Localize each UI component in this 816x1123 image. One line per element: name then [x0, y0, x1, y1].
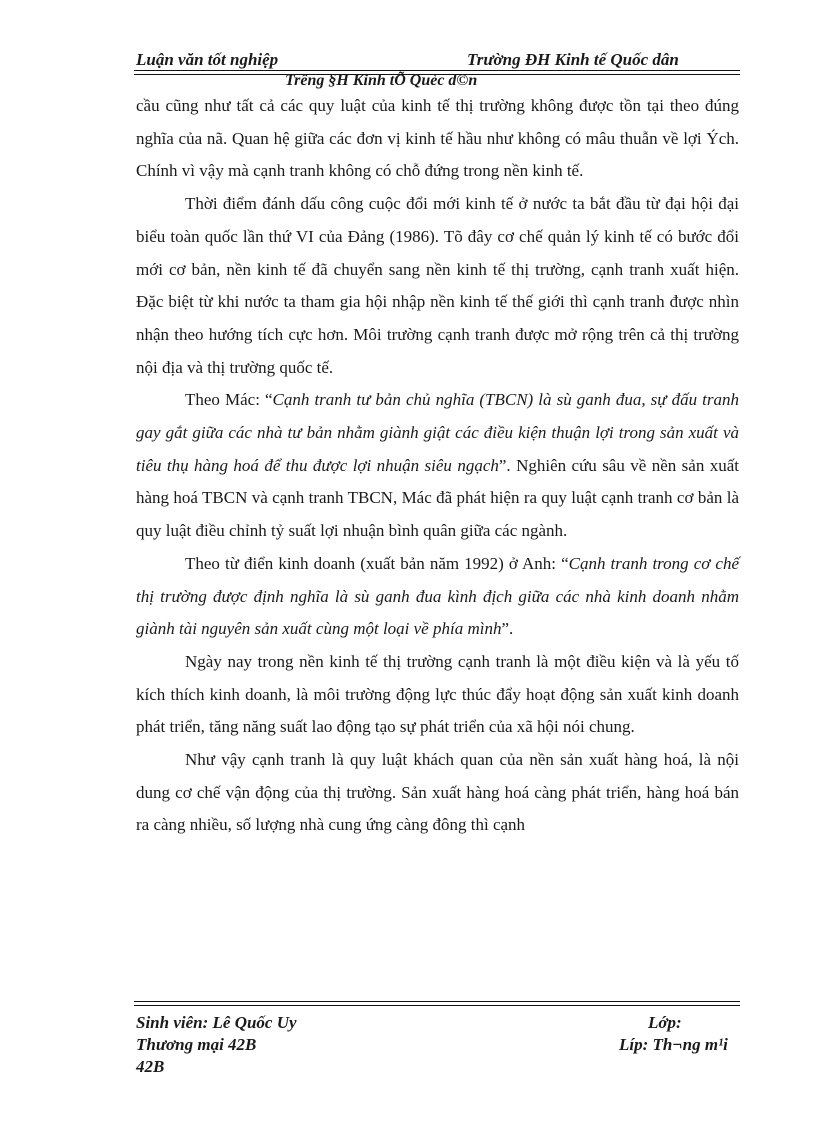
- paragraph-3-rest: ”. Nghiên cứu sâu về nền sản xuất hàng hoá TBCN và cạnh tranh TBCN, Mác đã phát hiện ra quy luật cạnh tranh cơ bản là quy luật điều chỉnh tỷ suất lợi nhuận bình quân giữa các ngành.: [136, 455, 739, 541]
- footer-class-label: Lớp:: [648, 1013, 682, 1032]
- header-university: Trường ĐH Kinh tế Quốc dân: [467, 50, 679, 69]
- paragraph-3-quote: Cạnh tranh tư bản chủ nghĩa (TBCN) là sù ganh đua, sự đấu tranh gay gắt giữa các nhà tư bản nhằm giành giật các điều kiện thuận lợi trong sản xuất và tiêu thụ hàng hoá để thu được lợi nhuận siêu ngạch: [136, 390, 739, 475]
- header-university-encoded: Trêng §H Kinh tÕ Quèc d©n: [285, 72, 478, 89]
- header-thesis-title: Luận văn tốt nghiệp: [136, 50, 279, 69]
- paragraph-5: Ngày nay trong nền kinh tế thị trường cạnh tranh là một điều kiện và là yếu tố kích thích kinh doanh, là môi trường động lực thúc đẩy hoạt động sản xuất kinh doanh phát triển, tăng năng suất lao động tạo sự phát triển của xã hội nói chung.: [136, 651, 739, 737]
- paragraph-4-quote: Cạnh tranh trong cơ chế thị trường được định nghĩa là sù ganh đua kình địch giữa các nhà kinh doanh nhằm giành tài nguyên sản xuất cùng một loại về phía mình: [136, 553, 739, 639]
- footer-rule-top: [134, 1001, 740, 1002]
- footer-class-encoded: Líp: Th¬ng m¹i: [619, 1035, 728, 1054]
- paragraph-1: cầu cũng như tất cả các quy luật của kinh tế thị trường không được tồn tại theo đúng nghĩa của nã. Quan hệ giữa các đơn vị kinh tế hầu như không có mâu thuẫn về lợi Ých. Chính vì vậy mà cạnh tranh không có chỗ đứng trong nền kinh tế.: [136, 96, 739, 181]
- paragraph-4: [136, 548, 739, 646]
- header-rule-top: [134, 70, 740, 71]
- paragraph-4-rest: ”.: [501, 619, 514, 639]
- footer-rule-bottom: [134, 1005, 740, 1006]
- footer-major: Thương mại 42B: [136, 1035, 257, 1054]
- document-body: [136, 90, 739, 842]
- paragraph-3: [136, 384, 739, 548]
- footer-year: 42B: [136, 1057, 165, 1076]
- footer-student: Sinh viên: Lê Quốc Uy: [136, 1013, 297, 1032]
- paragraph-6: Như vậy cạnh tranh là quy luật khách quan của nền sản xuất hàng hoá, là nội dung cơ chế vận động của thị trường. Sản xuất hàng hoá càng phát triển, hàng hoá bán ra càng nhiều, số lượng nhà cung ứng càng đông thì cạnh: [136, 750, 739, 835]
- paragraph-4-intro: Theo từ điển kinh doanh (xuất bản năm 1992) ở Anh: “: [185, 553, 569, 573]
- paragraph-2: Thời điểm đánh dấu công cuộc đổi mới kinh tế ở nước ta bắt đầu từ đại hội đại biểu toàn quốc lần thứ VI của Đảng (1986). Tõ đây cơ chế quản lý kinh tế có bước đổi mới cơ bản, nền kinh tế đã chuyển sang nền kinh tế thị trường, cạnh tranh xuất hiện. Đặc biệt từ khi nước ta tham gia hội nhập nền kinh tế thế giới thì cạnh tranh được nhìn nhận theo hướng tích cực hơn. Môi trường cạnh tranh được mở rộng trên cả thị trường nội địa và thị trường quốc tế.: [136, 194, 739, 377]
- paragraph-3-intro: Theo Mác: “: [185, 390, 273, 410]
